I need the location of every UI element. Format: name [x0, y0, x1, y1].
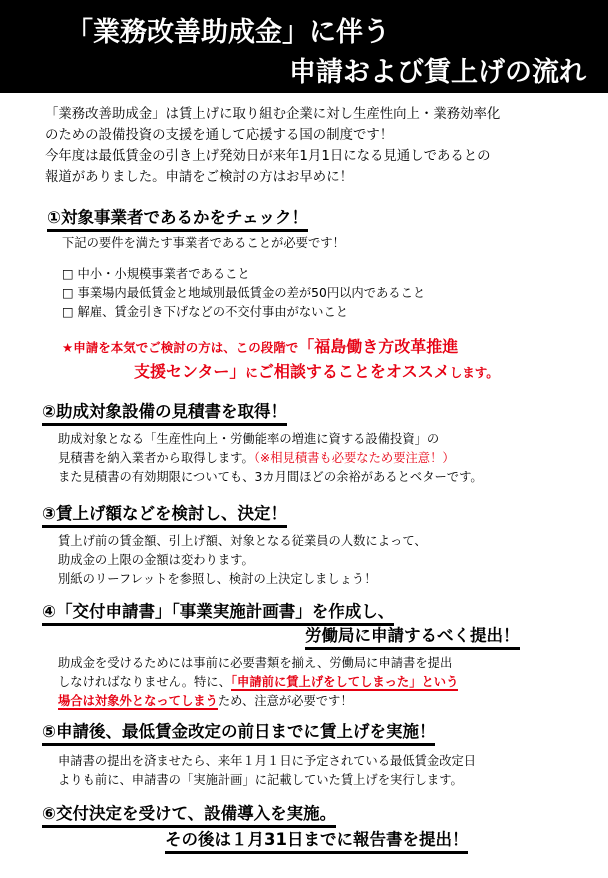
page-header — [0, 0, 608, 93]
reco-center-name-a: 「福島働き方改革推進 — [298, 337, 459, 356]
section4-line — [58, 692, 458, 711]
intro-line: のための設備投資の支援を通して応援する国の制度です！ — [45, 128, 394, 143]
intro-line: 報道がありました。申請をご検討の方はお早めに！ — [45, 170, 353, 185]
section3-title: ③賃上げ額などを検討し、決定！ — [42, 500, 287, 528]
section5-line: 申請書の提出を済ませたら、来年１月１日に予定されている最低賃金改定日 — [58, 754, 477, 768]
section4-body — [58, 654, 458, 711]
section4-warning-b: 場合は対象外となってしまう — [58, 694, 218, 708]
reco-center-name-b: 支援センター」 — [134, 362, 246, 381]
intro-line: 「業務改善助成金」は賃上げに取り組む企業に対し生産性向上・業務効率化 — [45, 107, 501, 122]
intro-line: 今年度は最低賃金の引き上げ発効日が来年1月1日になる見通しであるとの — [45, 149, 491, 164]
header-title-line2: 申請および賃上げの流れ — [289, 57, 586, 88]
section6-title-line1: ⑥交付決定を受けて、設備導入を実施。 — [42, 800, 336, 828]
section3-line: 賃上げ前の賃金額、引上げ額、対象となる従業員の人数によって、 — [58, 534, 427, 548]
reco-text-a: ★申請を本気でご検討の方は、この段階で — [62, 340, 299, 355]
section4-line3-text: ため、注意が必要です！ — [217, 694, 353, 708]
recommendation-note — [62, 334, 607, 382]
section2-line: 助成対象となる「生産性向上・労働能率の増進に資する設備投資」の — [58, 432, 440, 446]
section4-line: 助成金を受けるためには事前に必要書類を揃え、労働局に申請書を提出 — [58, 656, 453, 670]
checklist-item: □ 中小・小規模事業者であること — [62, 267, 250, 281]
header-title-line1: 「業務改善助成金」に伴う — [66, 17, 390, 48]
reco-text-d: ご相談することをオススメ — [257, 362, 450, 381]
reco-text-e: します。 — [449, 365, 499, 380]
section4-title-line1: ④「交付申請書」「事業実施計画書」を作成し、 — [42, 598, 394, 626]
section5-line: よりも前に、申請書の「実施計画」に記載していた賃上げを実行します。 — [58, 773, 463, 787]
section4-line — [58, 673, 458, 692]
checklist-item: □ 解雇、賃金引き下げなどの不交付事由がないこと — [62, 305, 349, 319]
section4-warning-a: 「申請前に賃上げをしてしまった」という — [230, 675, 459, 689]
section3-line: 助成金の上限の金額は変わります。 — [58, 553, 254, 567]
section5-body — [58, 752, 476, 790]
section3-body — [58, 532, 427, 589]
section2-warning: （※相見積書も必要なため要注意！） — [253, 451, 455, 465]
section2-line2-text: 見積書を納入業者から取得します。 — [58, 451, 254, 465]
section2-line — [58, 449, 483, 468]
section1-title: ①対象事業者であるかをチェック！ — [47, 204, 308, 232]
section5-title: ⑤申請後、最低賃金改定の前日までに賃上げを実施！ — [42, 718, 435, 746]
section2-body — [58, 430, 483, 487]
section1-checklist — [62, 265, 425, 322]
checklist-item: □ 事業場内最低賃金と地域別最低賃金の差が50円以内であること — [62, 286, 426, 300]
reco-text-d1: に — [245, 365, 258, 380]
section3-line: 別紙のリーフレットを参照し、検討の上決定しましょう！ — [58, 572, 377, 586]
section4-title-line2: 労働局に申請するべく提出！ — [305, 622, 520, 650]
section2-title: ②助成対象設備の見積書を取得！ — [42, 398, 287, 426]
section4-line2-text: しなければなりません。特に、 — [58, 675, 231, 689]
section6-title-line2: その後は１月31日までに報告書を提出！ — [165, 826, 468, 854]
intro-text — [45, 104, 600, 188]
section2-line: また見積書の有効期限についても、3カ月間ほどの余裕があるとベターです。 — [58, 470, 483, 484]
section1-lead: 下記の要件を満たす事業者であることが必要です！ — [62, 236, 345, 250]
